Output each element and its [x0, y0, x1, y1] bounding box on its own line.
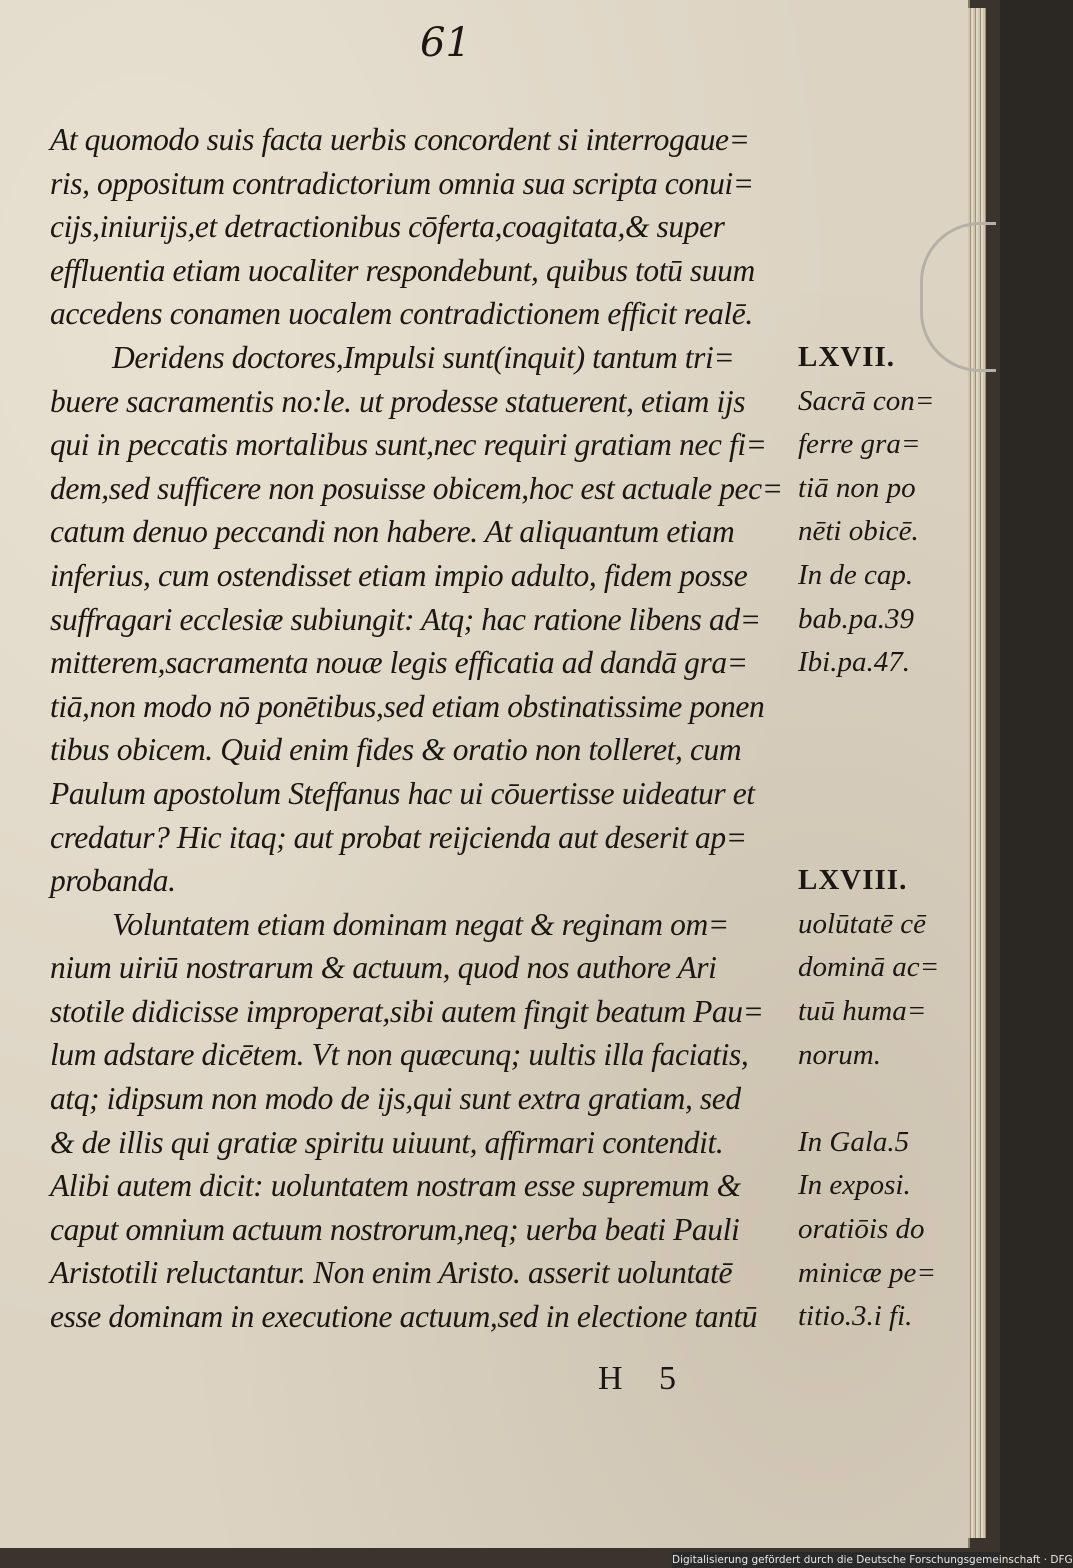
margin-note — [798, 423, 968, 467]
text-line: caput omnium actuum nostrorum,neq; uerba beati Pauli — [50, 1211, 740, 1247]
text-line: mitterem,sacramenta nouæ legis efficatia ad dandā gra= — [50, 645, 748, 681]
margin-note — [798, 946, 968, 990]
text-line: buere sacramentis no:le. ut prodesse statuerent, etiam ijs — [50, 383, 746, 419]
text-line: esse dominam in executione actuum,sed in electione tantū — [50, 1299, 758, 1335]
margin-note — [798, 990, 968, 1034]
text-line: credatur? Hic itaq; aut probat reijcienda aut deserit ap= — [50, 819, 747, 855]
margin-note — [798, 510, 968, 554]
margin-note — [798, 1295, 968, 1339]
text-line: ris, oppositum contradictorium omnia sua scripta conui= — [50, 165, 754, 201]
text-line: Aristotili reluctantur. Non enim Aristo. asserit uoluntatē — [50, 1255, 733, 1291]
text-line: effluentia etiam uocaliter respondebunt, quibus totū suum — [50, 252, 755, 288]
margin-note-text: bab.pa.39 — [798, 602, 914, 635]
text-line: & de illis qui gratiæ spiritu uiuunt, affirmari contendit. — [50, 1124, 724, 1160]
margin-note — [798, 554, 968, 598]
margin-note-text: LXVII. — [798, 341, 896, 373]
margin-note-text: dominā ac= — [798, 951, 940, 984]
margin-note-text: tuū huma= — [798, 995, 927, 1027]
text-line: nium uiriū nostrarum & actuum, quod nos authore Ari — [50, 950, 717, 986]
margin-note — [798, 1034, 968, 1078]
signature-mark: H 5 — [598, 1360, 691, 1397]
margin-note-text: uolūtatē cē — [798, 907, 927, 940]
margin-note-text: In de cap. — [798, 559, 914, 591]
text-line: tibus obicem. Quid enim fides & oratio non tolleret, cum — [50, 732, 742, 768]
margin-note-text: In Gala.5 — [798, 1125, 910, 1158]
page-number: 61 — [420, 20, 471, 66]
margin-note — [798, 1208, 968, 1252]
text-line: Alibi autem dicit: uoluntatem nostram esse supremum & — [50, 1168, 741, 1204]
margin-note — [798, 1121, 968, 1165]
margin-note-text: tiā non po — [798, 471, 916, 504]
margin-note — [798, 641, 968, 685]
text-line: cijs,iniurijs,et detractionibus cōferta,coagitata,& super — [50, 209, 725, 245]
margin-note-text: LXVIII. — [798, 864, 908, 897]
text-line: At quomodo suis facta uerbis concordent si interrogaue= — [50, 122, 750, 157]
text-line: atq; idipsum non modo de ijs,qui sunt extra gratiam, sed — [50, 1081, 741, 1117]
text-line: probanda. — [50, 863, 176, 899]
margin-note-text: Sacrā con= — [798, 384, 935, 417]
text-line: qui in peccatis mortalibus sunt,nec requiri gratiam nec fi= — [50, 427, 767, 463]
text-line: Voluntatem etiam dominam negat & reginam om= — [112, 906, 729, 942]
margin-note-text: Ibi.pa.47. — [798, 646, 910, 679]
text-line: catum denuo peccandi non habere. At aliquantum etiam — [50, 514, 735, 550]
text-line: suffragari ecclesiæ subiungit: Atq; hac ratione libens ad= — [50, 601, 761, 637]
margin-note-text: minicæ pe= — [798, 1256, 936, 1289]
margin-note — [798, 903, 968, 947]
text-line: stotile didicisse improperat,sibi autem fingit beatum Pau= — [50, 993, 764, 1029]
text-line: accedens conamen uocalem contradictionem efficit realē. — [50, 296, 753, 332]
margin-note-text: In exposi. — [798, 1169, 911, 1202]
margin-note-text: ferre gra= — [798, 428, 921, 461]
margin-note — [798, 1164, 968, 1208]
margin-note — [798, 598, 968, 642]
text-line: Paulum apostolum Steffanus hac ui cōuertisse uideatur et — [50, 775, 755, 811]
text-line: inferius, cum ostendisset etiam impio adulto, fidem posse — [50, 557, 748, 593]
margin-note-text: nēti obicē. — [798, 515, 919, 548]
margin-note-text: oratiōis do — [798, 1213, 925, 1245]
section-number — [798, 859, 968, 903]
margin-note-text: titio.3.i fi. — [798, 1300, 913, 1333]
digitization-credit: Digitalisierung gefördert durch die Deutsche Forschungsgemeinschaft · DFG — [672, 1554, 1073, 1566]
margin-note — [798, 467, 968, 511]
main-text-block — [50, 118, 790, 1339]
margin-note — [798, 380, 968, 424]
text-line: dem,sed sufficere non posuisse obicem,hoc est actuale pec= — [50, 470, 783, 506]
margin-note — [798, 1252, 968, 1296]
text-line: lum adstare dicētem. Vt non quæcunq; uultis illa faciatis, — [50, 1037, 749, 1073]
text-line: tiā,non modo nō ponētibus,sed etiam obstinatissime ponen — [50, 688, 765, 724]
text-line: Deridens doctores,Impulsi sunt(inquit) tantum tri= — [112, 339, 735, 375]
margin-note-text: norum. — [798, 1038, 881, 1071]
